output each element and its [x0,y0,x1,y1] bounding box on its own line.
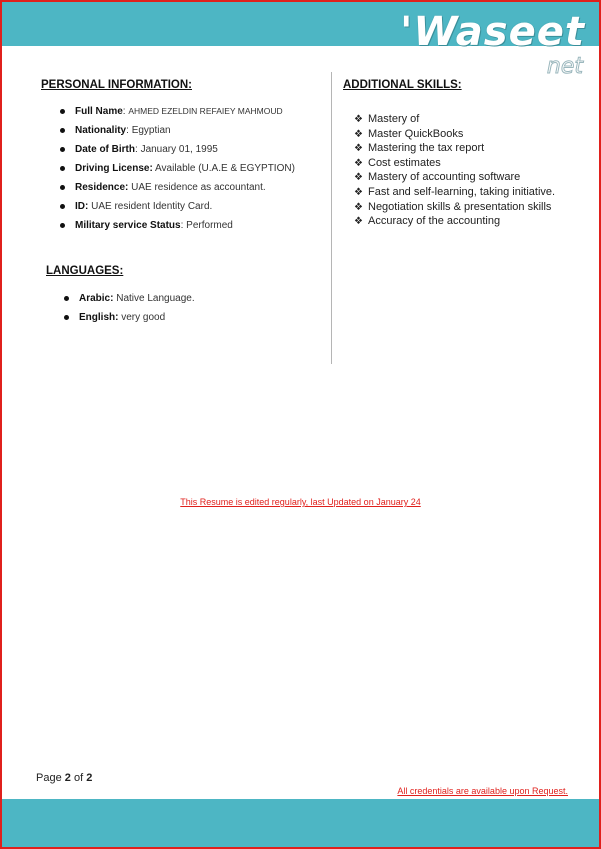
languages-heading: LANGUAGES: [46,265,124,277]
skill-text: Accuracy of the accounting [368,215,501,228]
list-item [60,181,295,200]
item-label: Arabic: [79,293,114,304]
personal-information-list [60,105,295,238]
item-value: Performed [186,220,233,231]
item-value: Available (U.A.E & EGYPTION) [155,163,295,174]
list-item [354,200,555,215]
item-separator: : [135,144,141,155]
additional-skills-heading: ADDITIONAL SKILLS: [343,79,462,91]
skill-text: Mastery of [368,113,420,125]
skill-text: Mastery of accounting software [368,171,521,184]
waseet-logo: 'Waseet [400,9,585,55]
diamond-bullet-icon: ❖ [354,172,363,184]
column-divider [331,72,332,364]
list-item [60,162,295,181]
credentials-note: All credentials are available upon Request. [397,786,568,796]
diamond-bullet-icon: ❖ [354,216,363,228]
list-item [60,219,295,238]
list-item [354,214,555,229]
list-item [354,127,555,142]
item-label: Residence: [75,182,129,193]
skill-text: Fast and self-learning, taking initiative. [368,185,556,198]
page-current: 2 [64,772,71,784]
waseet-logo-suffix: net [546,54,583,79]
item-label: Military service Status [75,220,181,231]
list-item [354,170,555,185]
item-value: January 01, 1995 [140,144,218,155]
diamond-bullet-icon: ❖ [354,128,363,140]
list-item [354,156,555,171]
page-of: of [73,772,84,784]
list-item [354,185,555,200]
item-value: Egyptian [131,125,171,136]
item-separator: : [126,125,132,136]
item-value: UAE resident Identity Card. [91,201,213,212]
list-item [60,143,295,162]
item-label: Nationality [75,125,127,136]
item-value: very good [121,312,166,323]
item-label: Driving License: [75,163,153,174]
skill-text: Master QuickBooks [368,127,464,140]
skill-text: Cost estimates [368,156,441,169]
list-item [354,112,555,127]
list-item [64,311,195,330]
page-total: 2 [86,772,93,784]
diamond-bullet-icon: ❖ [354,114,363,125]
diamond-bullet-icon: ❖ [354,186,363,198]
list-item [64,292,195,311]
additional-skills-list [354,112,555,229]
skill-text: Mastering the tax report [368,142,485,155]
item-label: ID: [75,201,89,212]
item-value: Native Language. [116,293,195,304]
list-item [60,105,295,124]
page-number [36,772,92,784]
languages-list [64,292,195,330]
item-value: UAE residence as accountant. [131,182,266,193]
personal-information-heading: PERSONAL INFORMATION: [41,79,192,91]
last-updated-note: This Resume is edited regularly, last Updated on January 24 [180,497,421,507]
list-item [60,124,295,143]
diamond-bullet-icon: ❖ [354,201,363,213]
item-separator: : [122,106,129,117]
item-label: English: [79,312,119,323]
item-label: Full Name [75,106,123,117]
page-prefix: Page [36,772,62,784]
diamond-bullet-icon: ❖ [354,143,363,155]
skill-text: Negotiation skills & presentation skills [368,200,552,213]
list-item [60,200,295,219]
diamond-bullet-icon: ❖ [354,157,363,169]
item-value: AHMED EZELDIN REFAIEY MAHMOUD [128,106,283,116]
footer-band [2,799,599,847]
item-label: Date of Birth [75,144,135,155]
list-item [354,141,555,156]
item-separator: : [180,220,187,231]
